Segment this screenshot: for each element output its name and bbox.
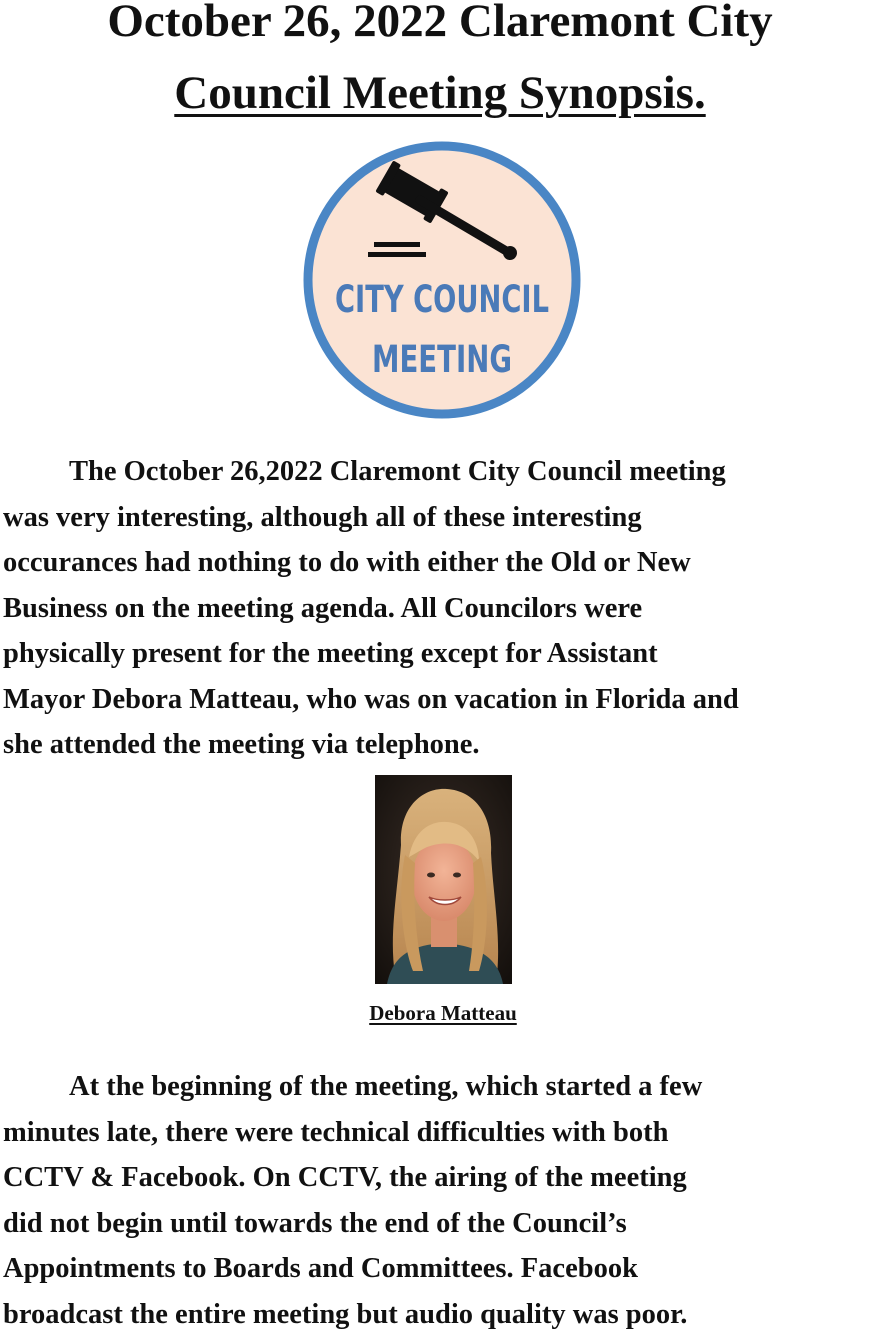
paragraph-line: At the beginning of the meeting, which started a few (3, 1064, 880, 1110)
logo-text-line-1: CITY COUNCIL (335, 278, 549, 321)
paragraph-line: broadcast the entire meeting but audio quality was poor. (3, 1292, 880, 1337)
paragraph-line: was very interesting, although all of these interesting (3, 495, 880, 541)
paragraph-line: Appointments to Boards and Committees. Facebook (3, 1246, 880, 1292)
city-council-meeting-logo (300, 140, 584, 420)
paragraph-2 (3, 1064, 880, 1337)
paragraph-line: CCTV & Facebook. On CCTV, the airing of the meeting (3, 1155, 880, 1201)
paragraph-line: did not begin until towards the end of the Council’s (3, 1201, 880, 1247)
paragraph-1 (3, 449, 880, 768)
photo-caption: Debora Matteau (0, 998, 886, 1028)
paragraph-line: Business on the meeting agenda. All Councilors were (3, 586, 880, 632)
paragraph-line: minutes late, there were technical difficulties with both (3, 1110, 880, 1156)
debora-matteau-photo (375, 775, 512, 984)
paragraph-line: occurances had nothing to do with either the Old or New (3, 540, 880, 586)
document-title-line-1: October 26, 2022 Claremont City (0, 0, 880, 52)
paragraph-line: The October 26,2022 Claremont City Council meeting (3, 449, 880, 495)
paragraph-line: Mayor Debora Matteau, who was on vacation in Florida and (3, 677, 880, 723)
paragraph-line: she attended the meeting via telephone. (3, 722, 880, 768)
document-title-line-2: Council Meeting Synopsis. (0, 62, 880, 124)
paragraph-line: physically present for the meeting except for Assistant (3, 631, 880, 677)
logo-text-line-2: MEETING (372, 338, 512, 381)
